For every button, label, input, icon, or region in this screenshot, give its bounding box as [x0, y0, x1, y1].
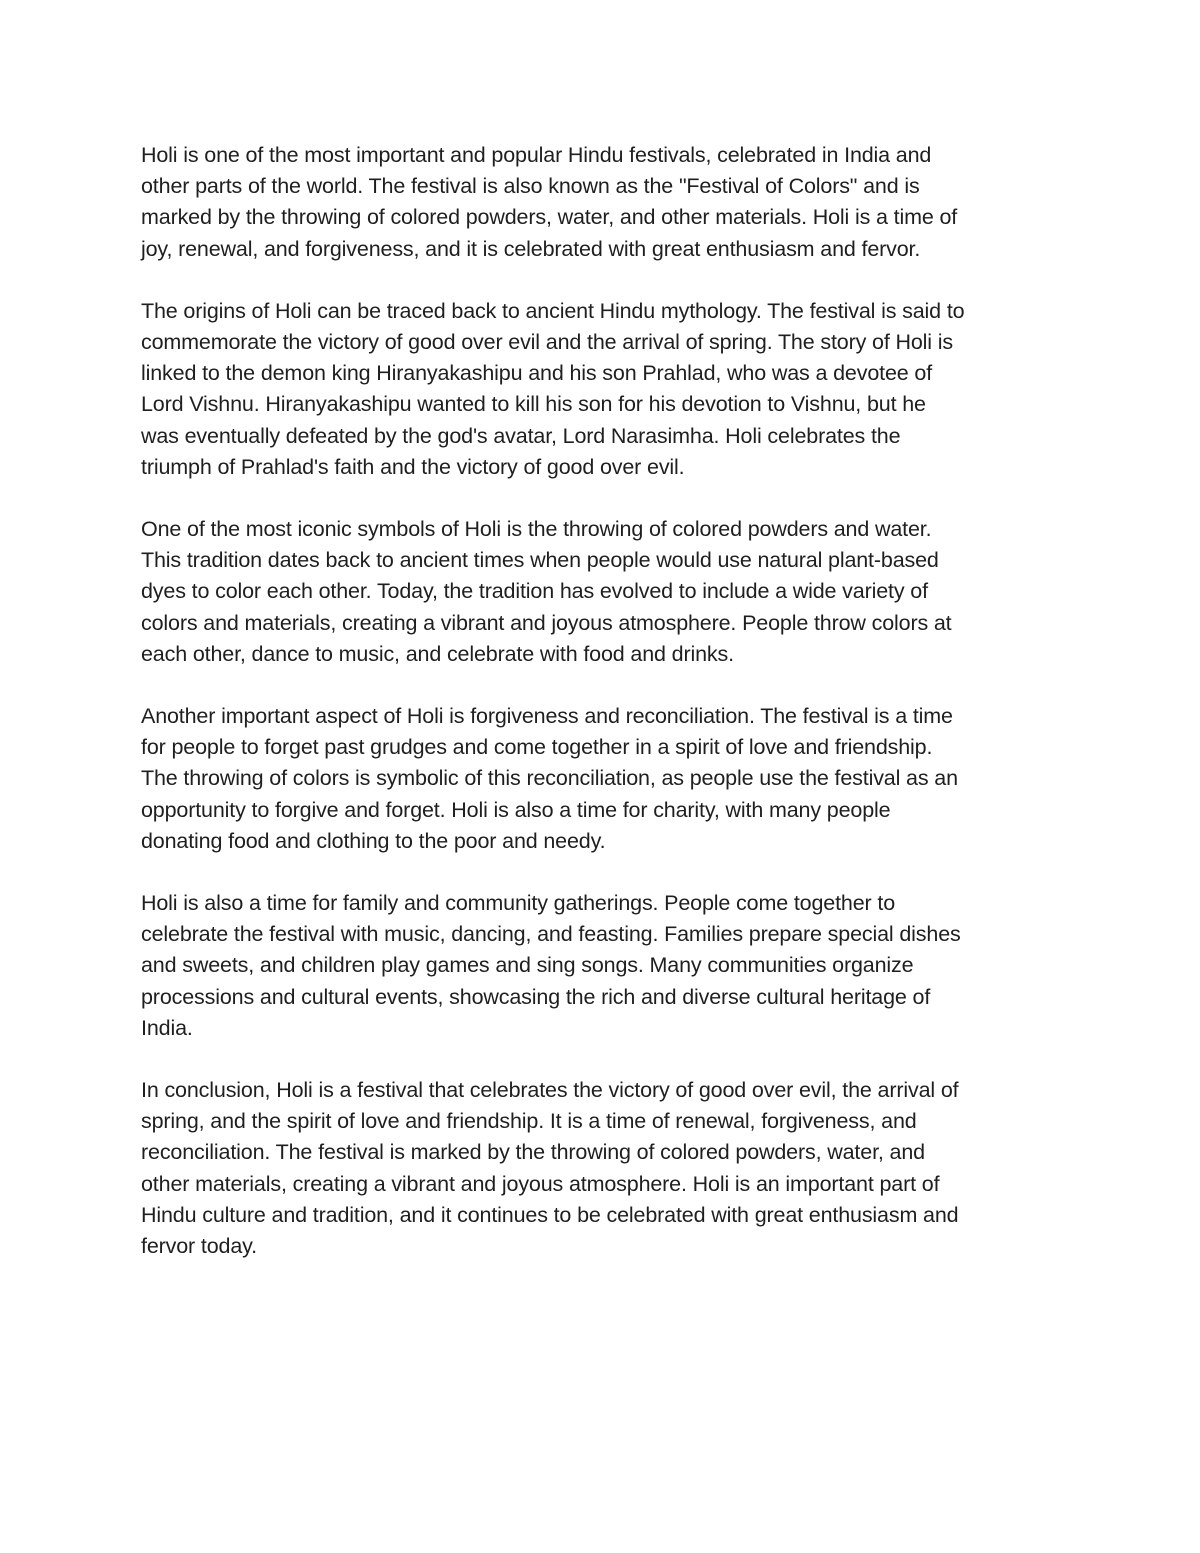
text-line: opportunity to forgive and forget. Holi is also a time for charity, with many people	[141, 797, 891, 822]
document-body	[141, 140, 1071, 1293]
text-line: India.	[141, 1015, 193, 1040]
text-line: reconciliation. The festival is marked by the throwing of colored powders, water, and	[141, 1140, 925, 1165]
text-line: Another important aspect of Holi is forgiveness and reconciliation. The festival is a time	[141, 704, 953, 729]
text-line: One of the most iconic symbols of Holi is the throwing of colored powders and water.	[141, 517, 932, 542]
text-line: for people to forget past grudges and come together in a spirit of love and friendship.	[141, 735, 933, 760]
text-line: Holi is also a time for family and community gatherings. People come together to	[141, 891, 896, 916]
text-line: and sweets, and children play games and sing songs. Many communities organize	[141, 953, 914, 978]
text-line: celebrate the festival with music, dancing, and feasting. Families prepare special dishes	[141, 922, 961, 947]
text-line: processions and cultural events, showcasing the rich and diverse cultural heritage of	[141, 984, 931, 1009]
text-line: The origins of Holi can be traced back to ancient Hindu mythology. The festival is said to	[141, 298, 965, 323]
paragraph-origins	[141, 296, 1071, 483]
paragraph-community	[141, 888, 1071, 1044]
text-line: other parts of the world. The festival is also known as the "Festival of Colors" and is	[141, 174, 920, 199]
text-line: donating food and clothing to the poor and needy.	[141, 828, 606, 853]
text-line: joy, renewal, and forgiveness, and it is celebrated with great enthusiasm and fervor.	[141, 236, 921, 261]
text-line: other materials, creating a vibrant and joyous atmosphere. Holi is an important part of	[141, 1171, 940, 1196]
paragraph-forgiveness	[141, 701, 1071, 857]
text-line: spring, and the spirit of love and friendship. It is a time of renewal, forgiveness, and	[141, 1109, 917, 1134]
text-line: triumph of Prahlad's faith and the victory of good over evil.	[141, 454, 685, 479]
text-line: This tradition dates back to ancient times when people would use natural plant-based	[141, 548, 939, 573]
text-line: colors and materials, creating a vibrant and joyous atmosphere. People throw colors at	[141, 610, 952, 635]
text-line: commemorate the victory of good over evil and the arrival of spring. The story of Holi is	[141, 330, 953, 355]
paragraph-conclusion	[141, 1075, 1071, 1262]
paragraph-introduction	[141, 140, 1071, 265]
text-line: fervor today.	[141, 1234, 257, 1259]
text-line: dyes to color each other. Today, the tradition has evolved to include a wide variety of	[141, 579, 928, 604]
text-line: The throwing of colors is symbolic of this reconciliation, as people use the festival as an	[141, 766, 958, 791]
text-line: marked by the throwing of colored powders, water, and other materials. Holi is a time of	[141, 205, 958, 230]
text-line: each other, dance to music, and celebrate with food and drinks.	[141, 641, 734, 666]
text-line: linked to the demon king Hiranyakashipu and his son Prahlad, who was a devotee of	[141, 361, 933, 386]
text-line: Holi is one of the most important and popular Hindu festivals, celebrated in India and	[141, 143, 932, 167]
text-line: Hindu culture and tradition, and it continues to be celebrated with great enthusiasm and	[141, 1202, 959, 1227]
text-line: was eventually defeated by the god's avatar, Lord Narasimha. Holi celebrates the	[141, 423, 901, 448]
text-line: In conclusion, Holi is a festival that celebrates the victory of good over evil, the arrival of	[141, 1078, 959, 1103]
text-line: Lord Vishnu. Hiranyakashipu wanted to kill his son for his devotion to Vishnu, but he	[141, 392, 926, 417]
paragraph-colors	[141, 514, 1071, 670]
